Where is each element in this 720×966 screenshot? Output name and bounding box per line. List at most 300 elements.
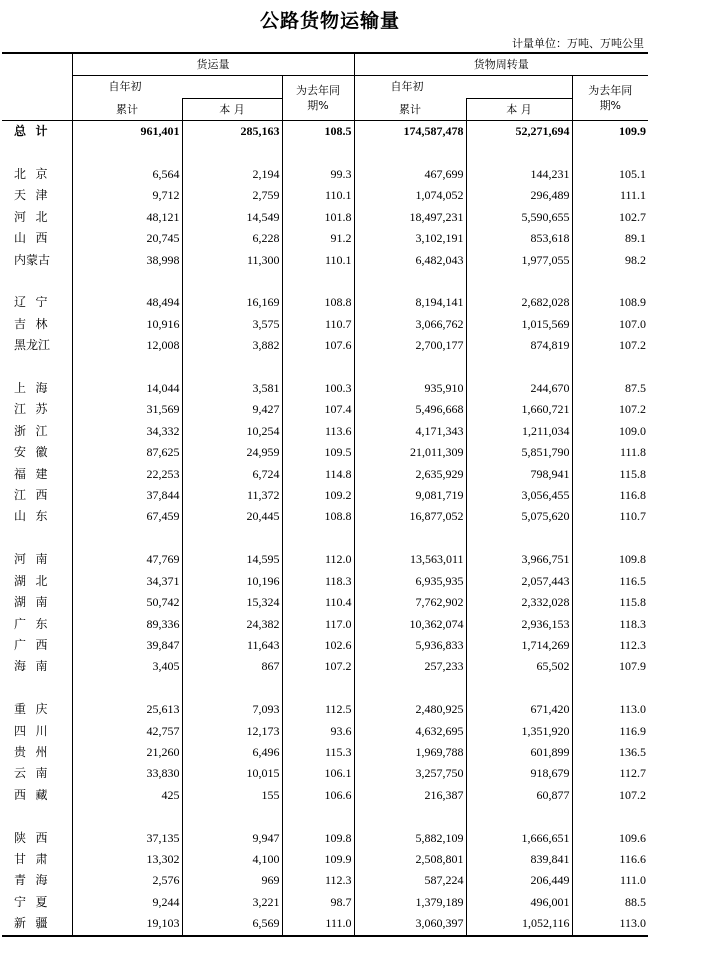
turnover-month: 52,271,694 [466,121,572,143]
header-yoy-turnover-line1: 为去年同 [588,84,633,98]
turnover-month: 918,679 [466,763,572,784]
turnover-cumulative: 257,233 [354,656,466,677]
spacer-cell [282,143,354,164]
volume-month: 3,581 [182,378,282,399]
volume-month: 6,569 [182,913,282,935]
volume-yoy: 107.6 [282,335,354,356]
turnover-yoy: 116.9 [572,721,648,742]
spacer-cell [282,357,354,378]
table-row [2,185,648,206]
turnover-cumulative: 5,936,833 [354,635,466,656]
volume-yoy: 115.3 [282,742,354,763]
turnover-month: 5,590,655 [466,207,572,228]
turnover-yoy: 111.1 [572,185,648,206]
region-name: 四川 [14,723,48,738]
turnover-month: 1,351,920 [466,721,572,742]
volume-month: 6,496 [182,742,282,763]
volume-cumulative: 21,260 [72,742,182,763]
turnover-cumulative: 3,066,762 [354,314,466,335]
turnover-cumulative: 216,387 [354,785,466,806]
region-name: 甘肃 [14,851,48,866]
volume-cumulative: 67,459 [72,506,182,527]
spacer-cell [572,357,648,378]
region-name: 安徽 [14,445,48,460]
table-row [2,721,648,742]
turnover-cumulative: 6,935,935 [354,571,466,592]
volume-month: 2,759 [182,185,282,206]
spacer-cell [182,528,282,549]
volume-month: 11,300 [182,250,282,271]
volume-cumulative: 89,336 [72,614,182,635]
turnover-cumulative: 174,587,478 [354,121,466,143]
turnover-yoy: 107.2 [572,399,648,420]
volume-month: 10,015 [182,763,282,784]
header-cumulative-turnover: 累计 [354,98,466,120]
volume-cumulative: 3,405 [72,656,182,677]
turnover-yoy: 107.2 [572,335,648,356]
volume-yoy: 109.2 [282,485,354,506]
volume-month: 12,173 [182,721,282,742]
turnover-yoy: 112.3 [572,635,648,656]
turnover-cumulative: 7,762,902 [354,592,466,613]
turnover-yoy: 118.3 [572,614,648,635]
volume-month: 3,221 [182,892,282,913]
turnover-cumulative: 935,910 [354,378,466,399]
volume-month: 6,724 [182,464,282,485]
volume-cumulative: 6,564 [72,164,182,185]
turnover-month: 1,052,116 [466,913,572,935]
spacer-cell [572,143,648,164]
spacer-cell [354,806,466,827]
volume-month: 2,194 [182,164,282,185]
turnover-month: 2,057,443 [466,571,572,592]
table-row [2,592,648,613]
spacer-cell [572,678,648,699]
region-name: 福建 [14,466,48,481]
region-name: 湖北 [14,573,48,588]
turnover-cumulative: 1,379,189 [354,892,466,913]
volume-month: 867 [182,656,282,677]
turnover-cumulative: 18,497,231 [354,207,466,228]
volume-month: 9,427 [182,399,282,420]
table-row [2,656,648,677]
table-row [2,785,648,806]
volume-month: 20,445 [182,506,282,527]
volume-yoy: 108.5 [282,121,354,143]
volume-cumulative: 9,244 [72,892,182,913]
table-row [2,421,648,442]
turnover-cumulative: 1,074,052 [354,185,466,206]
turnover-month: 144,231 [466,164,572,185]
turnover-cumulative: 9,081,719 [354,485,466,506]
spacer-cell [354,528,466,549]
volume-cumulative: 25,613 [72,699,182,720]
turnover-cumulative: 5,882,109 [354,828,466,849]
turnover-month: 5,075,620 [466,506,572,527]
header-since-start-volume: 自年初 [72,76,282,98]
volume-month: 155 [182,785,282,806]
volume-yoy: 114.8 [282,464,354,485]
turnover-month: 496,001 [466,892,572,913]
volume-cumulative: 47,769 [72,549,182,570]
volume-cumulative: 31,569 [72,399,182,420]
volume-month: 11,372 [182,485,282,506]
table-row [2,464,648,485]
spacer-cell [466,678,572,699]
table-row [2,485,648,506]
turnover-cumulative: 3,257,750 [354,763,466,784]
turnover-month: 2,332,028 [466,592,572,613]
turnover-cumulative: 3,060,397 [354,913,466,935]
region-name: 江西 [14,488,48,503]
table-row [2,164,648,185]
volume-cumulative: 48,494 [72,292,182,313]
table-row [2,314,648,335]
volume-cumulative: 33,830 [72,763,182,784]
region-name: 西藏 [14,787,48,802]
volume-cumulative: 9,712 [72,185,182,206]
table-row [2,614,648,635]
volume-month: 3,882 [182,335,282,356]
volume-yoy: 106.1 [282,763,354,784]
volume-month: 11,643 [182,635,282,656]
header-yoy-volume-line2: 期% [307,99,329,113]
region-name: 贵州 [14,744,48,759]
volume-cumulative: 2,576 [72,870,182,891]
turnover-month: 671,420 [466,699,572,720]
table-row [2,549,648,570]
turnover-yoy: 115.8 [572,464,648,485]
turnover-yoy: 109.0 [572,421,648,442]
volume-yoy: 91.2 [282,228,354,249]
volume-month: 24,382 [182,614,282,635]
table-row [2,442,648,463]
volume-yoy: 109.5 [282,442,354,463]
spacer-cell [2,678,72,699]
turnover-yoy: 110.7 [572,506,648,527]
turnover-yoy: 107.2 [572,785,648,806]
spacer-cell [282,528,354,549]
table-row [2,870,648,891]
turnover-month: 5,851,790 [466,442,572,463]
volume-month: 14,549 [182,207,282,228]
volume-yoy: 93.6 [282,721,354,742]
volume-cumulative: 87,625 [72,442,182,463]
spacer-cell [354,143,466,164]
spacer-cell [354,678,466,699]
table-row [2,892,648,913]
volume-month: 9,947 [182,828,282,849]
spacer-cell [2,806,72,827]
volume-cumulative: 37,844 [72,485,182,506]
spacer-cell [572,528,648,549]
turnover-yoy: 107.0 [572,314,648,335]
region-name: 河北 [14,209,48,224]
volume-yoy: 108.8 [282,506,354,527]
table-row [2,742,648,763]
turnover-month: 1,714,269 [466,635,572,656]
volume-yoy: 113.6 [282,421,354,442]
turnover-cumulative: 4,632,695 [354,721,466,742]
turnover-yoy: 115.8 [572,592,648,613]
turnover-yoy: 113.0 [572,913,648,935]
turnover-month: 874,819 [466,335,572,356]
spacer-cell [354,357,466,378]
volume-month: 10,254 [182,421,282,442]
volume-month: 7,093 [182,699,282,720]
turnover-yoy: 107.9 [572,656,648,677]
header-since-start-turnover: 自年初 [354,76,572,98]
turnover-yoy: 116.8 [572,485,648,506]
turnover-cumulative: 467,699 [354,164,466,185]
turnover-cumulative: 21,011,309 [354,442,466,463]
region-name: 黑龙江 [14,338,51,353]
spacer-cell [2,528,72,549]
spacer-row [2,271,648,292]
turnover-month: 65,502 [466,656,572,677]
table-row [2,207,648,228]
volume-cumulative: 39,847 [72,635,182,656]
spacer-row [2,678,648,699]
region-name: 宁夏 [14,894,48,909]
volume-cumulative: 48,121 [72,207,182,228]
volume-yoy: 110.1 [282,250,354,271]
spacer-cell [72,678,182,699]
turnover-yoy: 87.5 [572,378,648,399]
volume-cumulative: 13,302 [72,849,182,870]
region-name: 上海 [14,381,48,396]
turnover-month: 1,977,055 [466,250,572,271]
spacer-cell [182,143,282,164]
turnover-cumulative: 10,362,074 [354,614,466,635]
region-name: 青海 [14,873,48,888]
turnover-cumulative: 16,877,052 [354,506,466,527]
table-row [2,292,648,313]
turnover-yoy: 89.1 [572,228,648,249]
region-name: 山东 [14,509,48,524]
volume-yoy: 110.7 [282,314,354,335]
spacer-row [2,357,648,378]
region-name: 内蒙古 [14,252,51,267]
turnover-cumulative: 2,480,925 [354,699,466,720]
spacer-cell [466,357,572,378]
turnover-month: 1,211,034 [466,421,572,442]
turnover-month: 2,682,028 [466,292,572,313]
turnover-month: 3,056,455 [466,485,572,506]
volume-yoy: 99.3 [282,164,354,185]
turnover-cumulative: 6,482,043 [354,250,466,271]
volume-month: 16,169 [182,292,282,313]
region-name: 河南 [14,552,48,567]
volume-cumulative: 22,253 [72,464,182,485]
spacer-cell [72,271,182,292]
spacer-cell [182,678,282,699]
region-name: 总 计 [14,124,48,139]
volume-yoy: 107.4 [282,399,354,420]
volume-yoy: 109.9 [282,849,354,870]
unit-note: 计量单位：万吨、万吨公里 [512,37,644,50]
region-name: 山西 [14,231,48,246]
volume-yoy: 111.0 [282,913,354,935]
turnover-cumulative: 5,496,668 [354,399,466,420]
volume-yoy: 100.3 [282,378,354,399]
region-name: 天津 [14,188,48,203]
region-name: 北京 [14,167,48,182]
spacer-cell [2,143,72,164]
spacer-cell [72,357,182,378]
turnover-cumulative: 2,635,929 [354,464,466,485]
volume-yoy: 101.8 [282,207,354,228]
spacer-row [2,143,648,164]
turnover-yoy: 116.6 [572,849,648,870]
header-yoy-volume [282,76,354,121]
volume-month: 6,228 [182,228,282,249]
spacer-row [2,528,648,549]
table-row [2,506,648,527]
turnover-cumulative: 1,969,788 [354,742,466,763]
volume-cumulative: 12,008 [72,335,182,356]
spacer-cell [72,528,182,549]
region-name: 辽宁 [14,295,48,310]
turnover-month: 1,660,721 [466,399,572,420]
spacer-cell [466,528,572,549]
turnover-cumulative: 13,563,011 [354,549,466,570]
table-row [2,828,648,849]
table-row [2,399,648,420]
spacer-cell [282,678,354,699]
turnover-yoy: 111.8 [572,442,648,463]
turnover-yoy: 111.0 [572,870,648,891]
volume-cumulative: 38,998 [72,250,182,271]
volume-month: 3,575 [182,314,282,335]
table-row [2,228,648,249]
volume-month: 15,324 [182,592,282,613]
turnover-yoy: 108.9 [572,292,648,313]
region-name: 重庆 [14,702,48,717]
volume-cumulative: 20,745 [72,228,182,249]
region-name: 浙江 [14,423,48,438]
turnover-cumulative: 8,194,141 [354,292,466,313]
spacer-cell [572,806,648,827]
header-month-volume: 本 月 [182,98,282,120]
volume-month: 14,595 [182,549,282,570]
turnover-month: 2,936,153 [466,614,572,635]
table-row [2,699,648,720]
volume-cumulative: 19,103 [72,913,182,935]
volume-month: 4,100 [182,849,282,870]
turnover-month: 60,877 [466,785,572,806]
turnover-yoy: 105.1 [572,164,648,185]
table-row [2,378,648,399]
spacer-cell [182,806,282,827]
spacer-row [2,806,648,827]
volume-cumulative: 37,135 [72,828,182,849]
turnover-yoy: 116.5 [572,571,648,592]
turnover-month: 853,618 [466,228,572,249]
header-blank [2,53,72,76]
region-name: 湖南 [14,595,48,610]
table-body [2,121,648,936]
volume-cumulative: 425 [72,785,182,806]
volume-month: 969 [182,870,282,891]
turnover-cumulative: 587,224 [354,870,466,891]
table-row [2,913,648,935]
volume-yoy: 106.6 [282,785,354,806]
turnover-cumulative: 2,508,801 [354,849,466,870]
region-name: 新疆 [14,916,48,931]
spacer-cell [572,271,648,292]
page-title: 公路货物运输量 [259,10,400,32]
turnover-cumulative: 4,171,343 [354,421,466,442]
volume-yoy: 112.5 [282,699,354,720]
header-yoy-turnover-line2: 期% [599,99,622,113]
spacer-cell [466,806,572,827]
spacer-cell [466,143,572,164]
turnover-month: 206,449 [466,870,572,891]
spacer-cell [466,271,572,292]
turnover-month: 798,941 [466,464,572,485]
volume-cumulative: 34,332 [72,421,182,442]
region-name: 陕西 [14,830,48,845]
volume-cumulative: 34,371 [72,571,182,592]
table-row [2,763,648,784]
freight-table [2,52,648,937]
turnover-yoy: 136.5 [572,742,648,763]
volume-cumulative: 42,757 [72,721,182,742]
volume-cumulative: 961,401 [72,121,182,143]
volume-yoy: 117.0 [282,614,354,635]
spacer-cell [282,806,354,827]
region-name: 吉林 [14,316,48,331]
table-row [2,849,648,870]
spacer-cell [182,271,282,292]
spacer-cell [2,357,72,378]
header-cumulative-volume: 累计 [72,98,182,120]
turnover-yoy: 109.6 [572,828,648,849]
spacer-cell [282,271,354,292]
header-month-turnover: 本 月 [466,98,572,120]
turnover-yoy: 113.0 [572,699,648,720]
region-name: 海南 [14,659,48,674]
table-row [2,250,648,271]
table-row [2,571,648,592]
table-header [2,53,648,121]
turnover-yoy: 102.7 [572,207,648,228]
header-yoy-turnover [572,76,648,121]
turnover-yoy: 112.7 [572,763,648,784]
turnover-yoy: 109.8 [572,549,648,570]
volume-cumulative: 50,742 [72,592,182,613]
volume-yoy: 109.8 [282,828,354,849]
turnover-cumulative: 2,700,177 [354,335,466,356]
turnover-cumulative: 3,102,191 [354,228,466,249]
turnover-month: 839,841 [466,849,572,870]
volume-yoy: 118.3 [282,571,354,592]
volume-month: 285,163 [182,121,282,143]
region-name: 广西 [14,637,48,652]
turnover-yoy: 88.5 [572,892,648,913]
volume-yoy: 108.8 [282,292,354,313]
spacer-cell [354,271,466,292]
region-name: 广东 [14,616,48,631]
volume-yoy: 107.2 [282,656,354,677]
header-yoy-volume-line1: 为去年同 [296,84,341,98]
turnover-yoy: 98.2 [572,250,648,271]
turnover-month: 3,966,751 [466,549,572,570]
table-row [2,335,648,356]
volume-cumulative: 10,916 [72,314,182,335]
header-freight-volume: 货运量 [72,53,354,76]
